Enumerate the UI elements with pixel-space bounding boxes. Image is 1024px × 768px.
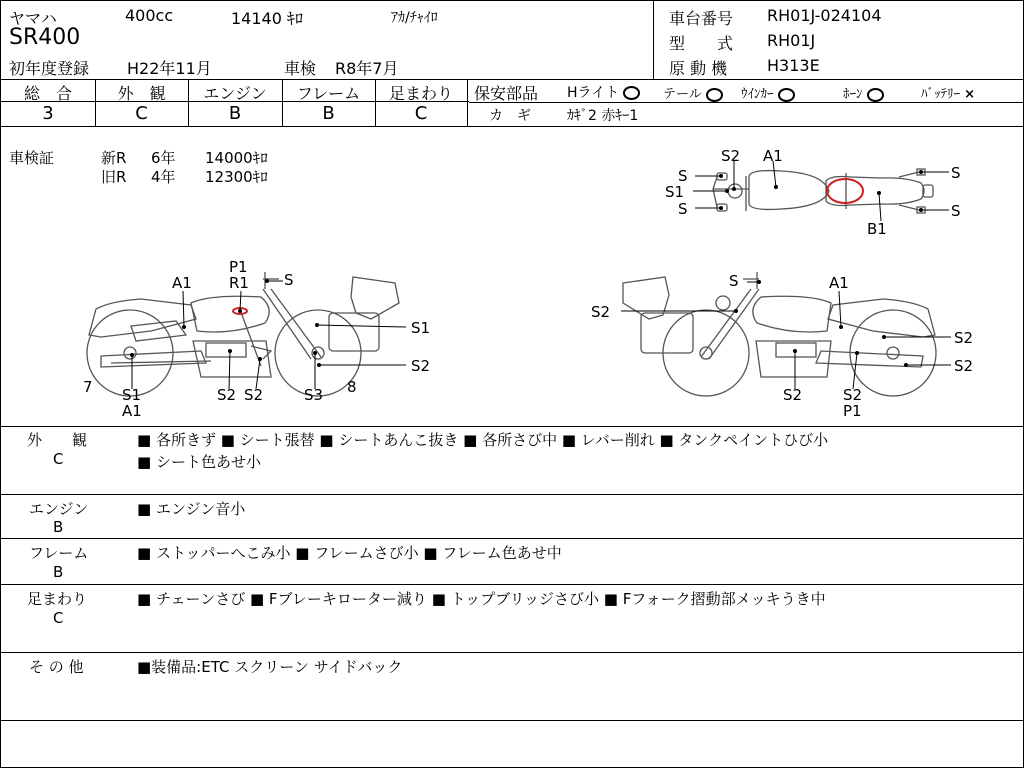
remark-text: ■ 各所きず ■ シート張替 ■ シートあんこ抜き ■ 各所さび中 ■ レバー削れ ■ タンクペイントひび小: [137, 431, 829, 449]
diagram-label: A1: [172, 274, 192, 292]
grade-value-total: 3: [42, 103, 54, 124]
grade-top-border: [1, 79, 1023, 80]
remark-grade-frame: B: [53, 563, 64, 581]
diagram-label: S: [729, 272, 739, 290]
headlight-label: Hライト: [567, 85, 620, 101]
cert-old-label: 旧R: [101, 168, 127, 186]
remark-text: ■ シート色あせ小: [137, 453, 261, 471]
diagram-label: A1: [122, 402, 142, 420]
remark-label-frame: フレーム: [29, 544, 89, 562]
remark-grade-engine: B: [53, 518, 64, 536]
diagram-label: S: [951, 202, 961, 220]
grade-label-suspension: 足まわり: [388, 84, 453, 103]
cert-old-year: 4年: [151, 168, 176, 186]
cert-label: 車検証: [9, 149, 55, 167]
diagram-label: S2: [411, 357, 431, 375]
grade-label-frame: フレーム: [296, 84, 361, 103]
remark-label-other: そ の 他: [29, 658, 84, 676]
engine-model-value: H313E: [767, 56, 820, 75]
safety-tail: [663, 83, 723, 102]
diagram-label: S2: [843, 386, 863, 404]
ng-cross-icon: ×: [964, 87, 976, 102]
remarks-divider: [1, 720, 1023, 721]
remarks-top-border: [1, 426, 1023, 427]
grade-value-engine: B: [228, 103, 242, 124]
safety-headlight: [567, 82, 640, 102]
maker: ヤマハ: [9, 9, 57, 28]
winker-label: ｳｲﾝｶｰ: [741, 87, 774, 102]
remarks-divider: [1, 538, 1023, 539]
cert-new-km: 14000ｷﾛ: [205, 149, 268, 167]
frame-no-label: 車台番号: [669, 9, 734, 28]
diagram-label: S2: [954, 357, 974, 375]
grade-label-engine: エンジン: [203, 84, 267, 103]
mileage: 14140 ｷﾛ: [231, 9, 303, 28]
grade-divider: [467, 79, 468, 126]
safety-winker: [741, 83, 795, 102]
cert-new-label: 新R: [101, 149, 127, 167]
top-view-bike: [713, 169, 933, 213]
type-value: RH01J: [767, 31, 816, 50]
damage-mark-tank-top: [827, 179, 863, 203]
diagram-label: S1: [122, 386, 142, 404]
first-reg-value: H22年11月: [127, 59, 212, 78]
diagram-label: 7: [83, 378, 93, 396]
diagram-label: R1: [229, 274, 249, 292]
remark-text: ■ エンジン音小: [137, 500, 246, 518]
engine-model-label: 原 動 機: [669, 59, 728, 78]
ok-circle-icon: [867, 88, 884, 102]
type-label: 型 式: [669, 34, 734, 53]
diagram-label: A1: [763, 147, 783, 165]
diagram-label: B1: [867, 220, 887, 238]
diagram-label: S: [678, 200, 688, 218]
remark-grade-suspension: C: [53, 609, 64, 627]
tail-label: テール: [663, 87, 702, 102]
remark-text: ■ ストッパーへこみ小 ■ フレームさび小 ■ フレーム色あせ中: [137, 544, 562, 562]
diagram-label: S2: [721, 147, 741, 165]
safety-battery: [921, 83, 975, 102]
remark-grade-exterior: C: [53, 450, 64, 468]
safety-label: 保安部品: [474, 84, 539, 103]
grade-value-exterior: C: [135, 103, 148, 124]
ok-circle-icon: [623, 86, 640, 100]
inspection-label: 車検: [284, 59, 317, 78]
remark-label-engine: エンジン: [29, 500, 89, 518]
diagram-label: S: [951, 164, 961, 182]
grade-label-total: 総 合: [23, 84, 72, 103]
body-color: ｱｶ/ﾁｬｲﾛ: [391, 10, 438, 26]
frame-no-value: RH01J-024104: [767, 6, 882, 25]
inspection-value: R8年7月: [335, 59, 399, 78]
first-reg-label: 初年度登録: [9, 59, 90, 78]
diagram-label: P1: [843, 402, 862, 420]
diagram-label: S1: [665, 183, 685, 201]
key-value: ｶｷﾞ2 赤ｷｰ1: [567, 108, 639, 124]
grade-label-exterior: 外 観: [117, 84, 166, 103]
remarks-divider: [1, 584, 1023, 585]
diagram-label: S2: [954, 329, 974, 347]
safety-horn: [843, 83, 884, 102]
diagram-label: S: [678, 167, 688, 185]
diagram-label: 8: [347, 378, 357, 396]
safety-mid-border: [469, 102, 1023, 103]
diagram-label: S2: [244, 386, 264, 404]
header-divider: [653, 1, 654, 79]
diagram-label: S2: [591, 303, 611, 321]
remark-text: ■ チェーンさび ■ Fブレーキローター減り ■ トップブリッジさび小 ■ Fフォーク摺動部メッキうき中: [137, 590, 826, 608]
ok-circle-icon: [706, 88, 723, 102]
remarks-divider: [1, 494, 1023, 495]
diagram-label: P1: [229, 258, 248, 276]
diagram-label: S1: [411, 319, 431, 337]
model-name: SR400: [9, 25, 81, 50]
remark-label-exterior: 外 観: [27, 431, 88, 449]
diagram-label: S: [284, 271, 294, 289]
ok-circle-icon: [778, 88, 795, 102]
remark-text: ■装備品:ETC スクリーン サイドバック: [137, 658, 403, 676]
grade-value-suspension: C: [414, 103, 428, 124]
diagram-label: A1: [829, 274, 849, 292]
diagram-label: S3: [304, 386, 324, 404]
cert-new-year: 6年: [151, 149, 176, 167]
damage-diagram: [1, 127, 1023, 427]
cert-old-km: 12300ｷﾛ: [205, 168, 268, 186]
diagram-label: S2: [217, 386, 237, 404]
grade-value-frame: B: [322, 103, 335, 124]
remarks-divider: [1, 652, 1023, 653]
diagram-label: S2: [783, 386, 803, 404]
key-label: カ ギ: [489, 108, 531, 124]
battery-label: ﾊﾞｯﾃﾘｰ: [921, 87, 960, 102]
displacement: 400cc: [125, 6, 174, 25]
horn-label: ﾎｰﾝ: [843, 87, 863, 102]
right-side-bike: [623, 272, 936, 396]
remark-label-suspension: 足まわり: [27, 590, 88, 608]
